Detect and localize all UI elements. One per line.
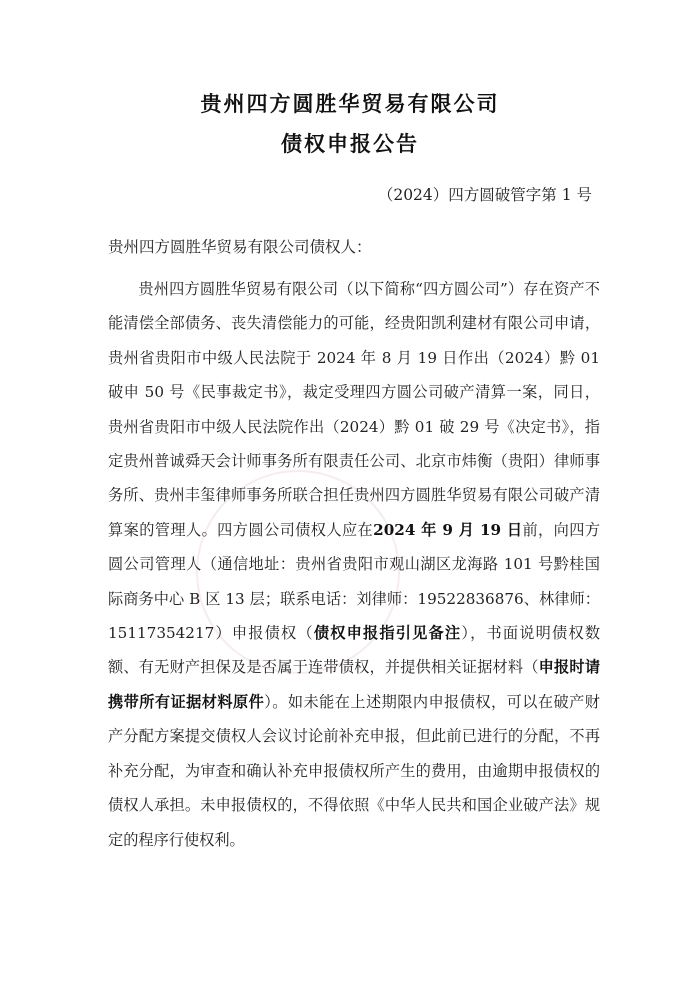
document-title: 贵州四方圆胜华贸易有限公司 xyxy=(200,91,500,116)
body-text-part-1: 贵州四方圆胜华贸易有限公司（以下简称“四方圆公司”）存在资产不能清偿全部债务、丧失清偿能力的可能，经贵阳凯利建材有限公司申请，贵州省贵阳市中级人民法院于 2024 年 8 月 19 日作出（2024）黔 01 破申 50 号《民事裁定书》，裁定受理四方圆公司破产清算一案，同日，贵州省贵阳市中级人民法院作出（2024）黔 01 破 29 号《决定书》，指定贵州普诚舜天会计师事务所有限责任公司、北京市炜衡（贵阳）律师事务所、贵州丰玺律师事务所联合担任贵州四方圆胜华贸易有限公司破产清算案的管理人。四方圆公司债权人应在 xyxy=(108,280,600,539)
salutation: 贵州四方圆胜华贸易有限公司债权人： xyxy=(108,238,372,256)
deadline-date: 2024 年 9 月 19 日 xyxy=(373,520,523,539)
guide-note: 债权申报指引见备注 xyxy=(313,624,462,643)
body-text-part-3: ），书面说明债权数额、有无财产担保及是否属于连带债权，并提供相关证据材料（ xyxy=(108,624,601,677)
body-text-part-4: ）。如未能在上述期限内申报债权，可以在破产财产分配方案提交债权人会议讨论前补充申报，但此前已进行的分配，不再补充分配，为审查和确认补充申报债权所产生的费用，由逾期申报债权的债权人承担。未申报债权的，不得依照《中华人民共和国企业破产法》规定的程序行使权利。 xyxy=(108,692,600,849)
body-text-part-2: 前，向四方圆公司管理人（通信地址：贵州省贵阳市观山湖区龙海路 101 号黔桂国际商务中心 B 区 13 层；联系电话：刘律师：19522836876、林律师：15117354217）申报债权（ xyxy=(108,520,601,643)
body-paragraph xyxy=(108,272,600,857)
document-number: （2024）四方圆破管字第 1 号 xyxy=(377,186,592,204)
document-subtitle: 债权申报公告 xyxy=(281,131,419,156)
evidence-note: 申报时请携带所有证据材料原件 xyxy=(108,658,601,711)
